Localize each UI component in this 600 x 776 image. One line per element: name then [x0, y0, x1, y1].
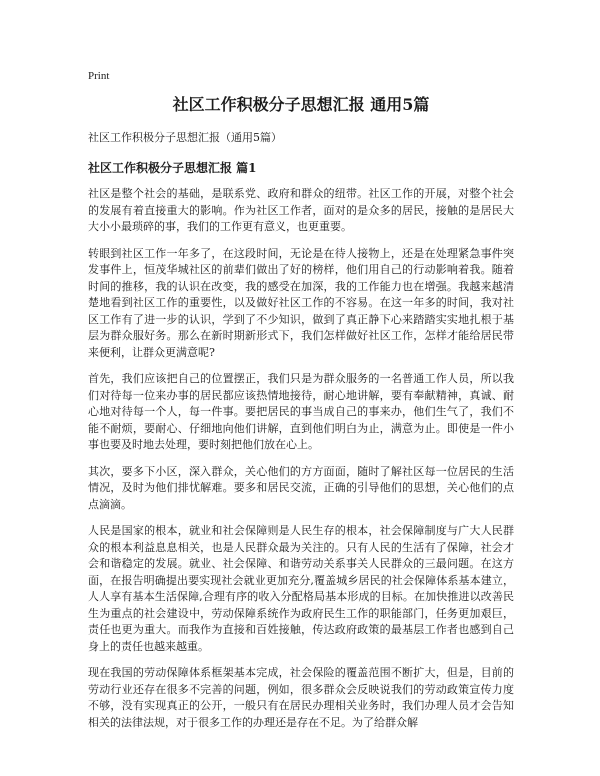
document-page: [88, 70, 514, 741]
section-heading: 社区工作积极分子思想汇报 篇1: [88, 161, 257, 175]
print-label: Print: [88, 70, 110, 82]
paragraph-4: 其次，要多下小区，深入群众，关心他们的方方面面，随时了解社区每一位居民的生活情况，及时为他们排忧解难。要多和居民交流，正确的引导他们的思想，关心他们的点点滴滴。: [88, 464, 514, 511]
paragraph-1: 社区是整个社会的基础，是联系党、政府和群众的纽带。社区工作的开展，对整个社会的发展有着直接重大的影响。作为社区工作者，面对的是众多的居民，接触的是居民大大小小最琐碎的事，我们的工作更有意义，也更重要。: [88, 187, 514, 233]
document-subtitle: 社区工作积极分子思想汇报（通用5篇）: [88, 131, 282, 144]
paragraph-2: 转眼到社区工作一年多了，在这段时间，无论是在待人接物上，还是在处理紧急事件突发事件上，恒茂华城社区的前辈们做出了好的榜样，他们用自己的行动影响着我。随着时间的推移，我的认识在改变，我的感受在加深，我的工作能力也在增强。我越来越清楚地看到社区工作的重要性，以及做好社区工作的不容易。在这一年多的时间，我对社区工作有了进一步的认识，学到了不少知识，做到了真正静下心来踏踏实实地扎根于基层为群众服好务。那么在新时期新形式下，我们怎样做好社区工作，怎样才能给居民带来便利，让群众更满意呢?: [88, 246, 514, 359]
paragraph-5: 人民是国家的根本，就业和社会保障则是人民生存的根本，社会保障制度与广大人民群众的根本利益息息相关，也是人民群众最为关注的。只有人民的生活有了保障，社会才会和谐稳定的发展。就业、社会保障、和谐劳动关系事关人民群众的三最问题。在这方面，在报告明确提出要实现社会就业更加充分,覆盖城乡居民的社会保障体系基本建立，人人享有基本生活保障,合理有序的收入分配格局基本形成的目标。在加快推进以改善民生为重点的社会建设中，劳动保障系统作为政府民生工作的职能部门，任务更加艰巨，责任也更为重大。而我作为直接和百姓接触，传达政府政策的最基层工作者也感到自己身上的责任也越来越重。: [88, 524, 514, 653]
paragraph-6: 现在我国的劳动保障体系框架基本完成，社会保险的覆盖范围不断扩大，但是，目前的劳动行业还存在很多不完善的问题，例如，很多群众会反映说我们的劳动政策宣传力度不够，没有实现真正的公开，一般只有在居民办理相关业务时，我们办理人员才会告知相关的法律法规，对于很多工作的办理还是存在不足。为了给群众解: [88, 666, 514, 729]
document-title: 社区工作积极分子思想汇报 通用5篇: [172, 95, 430, 114]
paragraph-3: 首先，我们应该把自己的位置摆正，我们只是为群众服务的一名普通工作人员，所以我们对待每一位来办事的居民都应该热情地接待，耐心地讲解，要有奉献精神，真诚、耐心地对待每一个人，每一件事。要把居民的事当成自己的事来办，他们生气了，我们不能不耐烦，要耐心、仔细地向他们讲解，直到他们明白为止，满意为止。即使是一件小事也要及时地去处理，要时刻把他们放在心上。: [88, 372, 514, 451]
